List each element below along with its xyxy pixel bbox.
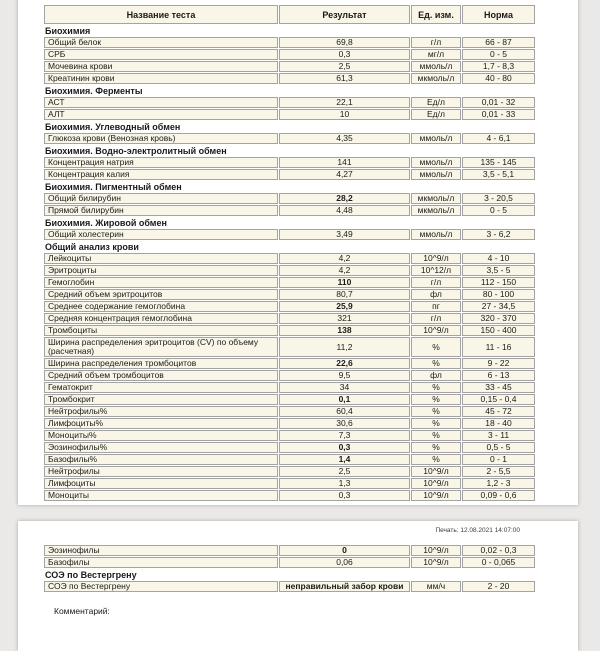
- test-norm-cell: 3,5 - 5: [462, 265, 535, 276]
- table-row: [44, 454, 535, 465]
- lab-results-table: [43, 4, 536, 502]
- test-norm-cell: 3,5 - 5,1: [462, 169, 535, 180]
- test-name-cell: Эозинофилы: [44, 545, 278, 556]
- test-result-cell: 2,5: [279, 61, 410, 72]
- test-result-cell: 80,7: [279, 289, 410, 300]
- test-name-cell: СРБ: [44, 49, 278, 60]
- report-page-2: [18, 521, 578, 651]
- test-unit-cell: мкмоль/л: [411, 205, 461, 216]
- test-unit-cell: ммоль/л: [411, 157, 461, 168]
- test-result-cell: 60,4: [279, 406, 410, 417]
- test-unit-cell: ммоль/л: [411, 229, 461, 240]
- test-unit-cell: ммоль/л: [411, 133, 461, 144]
- test-norm-cell: 0,5 - 5: [462, 442, 535, 453]
- test-name-cell: Среднее содержание гемоглобина: [44, 301, 278, 312]
- table-row: [44, 466, 535, 477]
- test-result-cell: 0: [279, 545, 410, 556]
- test-norm-cell: 320 - 370: [462, 313, 535, 324]
- table-row: [44, 337, 535, 357]
- test-name-cell: СОЭ по Вестергрену: [44, 581, 278, 592]
- table-row: [44, 545, 535, 556]
- section-title: СОЭ по Вестергрену: [45, 570, 137, 580]
- test-result-cell: 138: [279, 325, 410, 336]
- test-result-cell: 0,3: [279, 442, 410, 453]
- test-unit-cell: 10^9/л: [411, 253, 461, 264]
- report-page-1: [18, 0, 578, 505]
- table-row: [44, 442, 535, 453]
- test-result-cell: 10: [279, 109, 410, 120]
- test-norm-cell: 9 - 22: [462, 358, 535, 369]
- table-row: [44, 557, 535, 568]
- test-result-cell: 0,1: [279, 394, 410, 405]
- test-result-cell: 321: [279, 313, 410, 324]
- table-row: [44, 253, 535, 264]
- test-name-cell: Тромбокрит: [44, 394, 278, 405]
- test-unit-cell: г/л: [411, 37, 461, 48]
- test-unit-cell: г/л: [411, 313, 461, 324]
- test-norm-cell: 40 - 80: [462, 73, 535, 84]
- test-result-cell: 0,06: [279, 557, 410, 568]
- lab-results-table-continued: [43, 544, 536, 593]
- test-result-cell: 2,5: [279, 466, 410, 477]
- test-norm-cell: 11 - 16: [462, 337, 535, 357]
- test-unit-cell: ммоль/л: [411, 61, 461, 72]
- test-norm-cell: 66 - 87: [462, 37, 535, 48]
- test-name-cell: Средний объем эритроцитов: [44, 289, 278, 300]
- test-unit-cell: %: [411, 394, 461, 405]
- test-result-cell: 61,3: [279, 73, 410, 84]
- section-row: [44, 121, 535, 132]
- test-name-cell: Общий белок: [44, 37, 278, 48]
- test-name-cell: Лимфоциты: [44, 478, 278, 489]
- section-title: Биохимия. Пигментный обмен: [45, 182, 182, 192]
- test-norm-cell: 45 - 72: [462, 406, 535, 417]
- test-result-cell: 1,4: [279, 454, 410, 465]
- test-name-cell: Лейкоциты: [44, 253, 278, 264]
- test-result-cell: 69,8: [279, 37, 410, 48]
- test-norm-cell: 112 - 150: [462, 277, 535, 288]
- comment-label: Комментарий:: [54, 606, 110, 616]
- test-result-cell: 34: [279, 382, 410, 393]
- test-name-cell: Общий билирубин: [44, 193, 278, 204]
- test-name-cell: Концентрация натрия: [44, 157, 278, 168]
- test-norm-cell: 0,01 - 33: [462, 109, 535, 120]
- test-name-cell: Концентрация калия: [44, 169, 278, 180]
- table-row: [44, 109, 535, 120]
- test-name-cell: Общий холестерин: [44, 229, 278, 240]
- table-row: [44, 61, 535, 72]
- table-row: [44, 382, 535, 393]
- test-norm-cell: 3 - 11: [462, 430, 535, 441]
- table-row: [44, 277, 535, 288]
- section-row: [44, 217, 535, 228]
- test-norm-cell: 0,09 - 0,6: [462, 490, 535, 501]
- test-result-cell: 4,27: [279, 169, 410, 180]
- test-norm-cell: 0,15 - 0,4: [462, 394, 535, 405]
- section-title: Общий анализ крови: [45, 242, 139, 252]
- test-name-cell: Эозинофилы%: [44, 442, 278, 453]
- test-name-cell: Базофилы: [44, 557, 278, 568]
- test-unit-cell: %: [411, 418, 461, 429]
- table-row: [44, 157, 535, 168]
- test-name-cell: АСТ: [44, 97, 278, 108]
- table-row: [44, 73, 535, 84]
- test-unit-cell: Ед/л: [411, 109, 461, 120]
- test-name-cell: Мочевина крови: [44, 61, 278, 72]
- test-name-cell: Моноциты%: [44, 430, 278, 441]
- test-name-cell: АЛТ: [44, 109, 278, 120]
- section-row: [44, 241, 535, 252]
- column-header-unit: Ед. изм.: [411, 5, 461, 24]
- test-unit-cell: %: [411, 454, 461, 465]
- test-result-cell: 22,1: [279, 97, 410, 108]
- test-name-cell: Тромбоциты: [44, 325, 278, 336]
- section-title: Биохимия: [45, 26, 91, 36]
- test-result-cell: 4,48: [279, 205, 410, 216]
- table-row: [44, 169, 535, 180]
- test-result-cell: 25,9: [279, 301, 410, 312]
- test-unit-cell: мг/л: [411, 49, 461, 60]
- test-result-cell: 7,3: [279, 430, 410, 441]
- table-row: [44, 478, 535, 489]
- test-norm-cell: 0 - 5: [462, 49, 535, 60]
- table-header-row: [44, 5, 535, 24]
- section-title: Биохимия. Водно-электролитный обмен: [45, 146, 227, 156]
- table-row: [44, 358, 535, 369]
- section-title: Биохимия. Углеводный обмен: [45, 122, 181, 132]
- table-row: [44, 490, 535, 501]
- test-unit-cell: ммоль/л: [411, 169, 461, 180]
- test-unit-cell: %: [411, 406, 461, 417]
- table-row: [44, 325, 535, 336]
- table-row: [44, 229, 535, 240]
- test-result-cell: 4,35: [279, 133, 410, 144]
- column-header-test-name: Название теста: [44, 5, 278, 24]
- test-name-cell: Прямой билирубин: [44, 205, 278, 216]
- table-row: [44, 581, 535, 592]
- test-unit-cell: %: [411, 337, 461, 357]
- test-unit-cell: 10^9/л: [411, 325, 461, 336]
- test-unit-cell: %: [411, 430, 461, 441]
- test-unit-cell: 10^9/л: [411, 478, 461, 489]
- column-header-result: Результат: [279, 5, 410, 24]
- test-norm-cell: 6 - 13: [462, 370, 535, 381]
- table-row: [44, 313, 535, 324]
- section-title: Биохимия. Жировой обмен: [45, 218, 167, 228]
- table-row: [44, 133, 535, 144]
- test-result-cell: 0,3: [279, 490, 410, 501]
- section-row: [44, 145, 535, 156]
- test-result-cell: 4,2: [279, 265, 410, 276]
- test-name-cell: Глюкоза крови (Венозная кровь): [44, 133, 278, 144]
- test-unit-cell: мкмоль/л: [411, 193, 461, 204]
- table-row: [44, 370, 535, 381]
- test-norm-cell: 150 - 400: [462, 325, 535, 336]
- test-norm-cell: 33 - 45: [462, 382, 535, 393]
- section-row: [44, 569, 535, 580]
- test-norm-cell: 3 - 6,2: [462, 229, 535, 240]
- test-result-cell: 110: [279, 277, 410, 288]
- table-row: [44, 265, 535, 276]
- test-norm-cell: 135 - 145: [462, 157, 535, 168]
- test-norm-cell: 27 - 34,5: [462, 301, 535, 312]
- test-name-cell: Креатинин крови: [44, 73, 278, 84]
- section-title: Биохимия. Ферменты: [45, 86, 143, 96]
- test-name-cell: Гематокрит: [44, 382, 278, 393]
- test-name-cell: Гемоглобин: [44, 277, 278, 288]
- test-unit-cell: %: [411, 382, 461, 393]
- test-result-cell: 28,2: [279, 193, 410, 204]
- test-norm-cell: 1,7 - 8,3: [462, 61, 535, 72]
- table-row: [44, 430, 535, 441]
- section-row: [44, 85, 535, 96]
- test-name-cell: Моноциты: [44, 490, 278, 501]
- section-row: [44, 181, 535, 192]
- test-name-cell: Ширина распределения тромбоцитов: [44, 358, 278, 369]
- test-unit-cell: 10^9/л: [411, 557, 461, 568]
- test-unit-cell: 10^12/л: [411, 265, 461, 276]
- table-row: [44, 37, 535, 48]
- test-unit-cell: 10^9/л: [411, 490, 461, 501]
- test-name-cell: Эритроциты: [44, 265, 278, 276]
- test-norm-cell: 0 - 1: [462, 454, 535, 465]
- test-norm-cell: 4 - 10: [462, 253, 535, 264]
- test-norm-cell: 2 - 5,5: [462, 466, 535, 477]
- test-unit-cell: фл: [411, 370, 461, 381]
- table-row: [44, 289, 535, 300]
- test-norm-cell: 0 - 5: [462, 205, 535, 216]
- test-unit-cell: %: [411, 358, 461, 369]
- table-row: [44, 205, 535, 216]
- test-name-cell: Нейтрофилы%: [44, 406, 278, 417]
- test-norm-cell: 80 - 100: [462, 289, 535, 300]
- test-unit-cell: 10^9/л: [411, 466, 461, 477]
- test-result-cell: неправильный забор крови: [279, 581, 410, 592]
- test-unit-cell: Ед/л: [411, 97, 461, 108]
- test-norm-cell: 1,2 - 3: [462, 478, 535, 489]
- test-name-cell: Средняя концентрация гемоглобина: [44, 313, 278, 324]
- test-norm-cell: 0,02 - 0,3: [462, 545, 535, 556]
- table-row: [44, 193, 535, 204]
- test-norm-cell: 18 - 40: [462, 418, 535, 429]
- table-row: [44, 418, 535, 429]
- test-name-cell: Ширина распределения эритроцитов (CV) по объему (расчетная): [44, 337, 278, 357]
- test-result-cell: 9,5: [279, 370, 410, 381]
- test-unit-cell: мкмоль/л: [411, 73, 461, 84]
- table-row: [44, 97, 535, 108]
- test-norm-cell: 0,01 - 32: [462, 97, 535, 108]
- test-unit-cell: г/л: [411, 277, 461, 288]
- test-name-cell: Нейтрофилы: [44, 466, 278, 477]
- test-result-cell: 141: [279, 157, 410, 168]
- test-result-cell: 1,3: [279, 478, 410, 489]
- test-result-cell: 4,2: [279, 253, 410, 264]
- table-row: [44, 394, 535, 405]
- table-row: [44, 301, 535, 312]
- test-unit-cell: %: [411, 442, 461, 453]
- test-result-cell: 22,6: [279, 358, 410, 369]
- column-header-norm: Норма: [462, 5, 535, 24]
- test-result-cell: 3,49: [279, 229, 410, 240]
- test-name-cell: Лимфоциты%: [44, 418, 278, 429]
- test-name-cell: Базофилы%: [44, 454, 278, 465]
- test-unit-cell: фл: [411, 289, 461, 300]
- test-unit-cell: 10^9/л: [411, 545, 461, 556]
- test-norm-cell: 2 - 20: [462, 581, 535, 592]
- table-row: [44, 406, 535, 417]
- test-norm-cell: 0 - 0,065: [462, 557, 535, 568]
- section-row: [44, 25, 535, 36]
- test-unit-cell: пг: [411, 301, 461, 312]
- test-result-cell: 0,3: [279, 49, 410, 60]
- test-result-cell: 11,2: [279, 337, 410, 357]
- test-norm-cell: 4 - 6,1: [462, 133, 535, 144]
- test-norm-cell: 3 - 20,5: [462, 193, 535, 204]
- print-timestamp: Печать: 12.08.2021 14:07:00: [435, 527, 520, 534]
- test-name-cell: Средний объем тромбоцитов: [44, 370, 278, 381]
- test-result-cell: 30,6: [279, 418, 410, 429]
- table-row: [44, 49, 535, 60]
- test-unit-cell: мм/ч: [411, 581, 461, 592]
